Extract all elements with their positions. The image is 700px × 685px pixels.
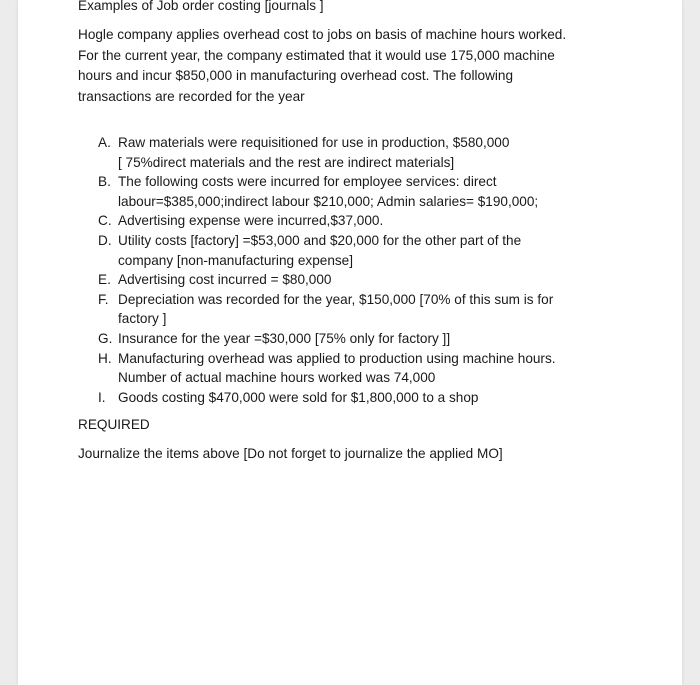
list-marker: B. (98, 174, 111, 190)
list-item-line: Advertising expense were incurred,$37,000. (118, 213, 384, 229)
list-marker: F. (98, 291, 109, 307)
intro-line: transactions are recorded for the year (78, 88, 305, 104)
list-marker: E. (98, 272, 111, 288)
list-item-a (98, 133, 598, 172)
list-marker: I. (98, 389, 106, 405)
list-item-line: Manufacturing overhead was applied to production using machine hours. (118, 350, 556, 366)
document-title: Examples of Job order costing [journals ] (78, 0, 324, 13)
intro-line: For the current year, the company estimated that it would use 175,000 machine (78, 47, 555, 63)
list-marker: G. (98, 330, 113, 346)
list-item-line: Insurance for the year =$30,000 [75% only for factory ]] (118, 330, 451, 346)
list-marker: D. (98, 232, 112, 248)
list-item-c (98, 211, 598, 231)
list-item-i (98, 388, 598, 408)
list-item-d (98, 231, 598, 270)
list-item-line: Number of actual machine hours worked was 74,000 (118, 370, 436, 386)
list-item-line: [ 75%direct materials and the rest are indirect materials] (118, 154, 455, 170)
list-item-b (98, 172, 598, 211)
intro-paragraph (78, 25, 598, 107)
list-marker: H. (98, 350, 112, 366)
required-heading: REQUIRED (78, 417, 150, 432)
list-item-line: Utility costs [factory] =$53,000 and $20,000 for the other part of the (118, 232, 522, 248)
list-item-line: labour=$385,000;indirect labour $210,000; Admin salaries= $190,000; (118, 193, 539, 209)
list-item-line: The following costs were incurred for employee services: direct (118, 174, 497, 190)
list-marker: C. (98, 213, 112, 229)
list-item-line: Advertising cost incurred = $80,000 (118, 272, 332, 288)
list-item-line: Raw materials were requisitioned for use in production, $580,000 (118, 135, 510, 150)
list-item-line: Depreciation was recorded for the year, $150,000 [70% of this sum is for (118, 291, 554, 307)
instruction-text: Journalize the items above [Do not forget to journalize the applied MO] (78, 446, 503, 461)
list-item-line: factory ] (118, 311, 167, 327)
list-item-g (98, 329, 598, 349)
list-item-e (98, 270, 598, 290)
list-item-line: company [non-manufacturing expense] (118, 252, 354, 268)
transaction-list (98, 133, 598, 407)
list-marker: A. (98, 135, 111, 150)
list-item-h (98, 349, 598, 388)
intro-line: Hogle company applies overhead cost to jobs on basis of machine hours worked. (78, 27, 567, 42)
intro-line: hours and incur $850,000 in manufacturing overhead cost. The following (78, 68, 514, 83)
list-item-line: Goods costing $470,000 were sold for $1,800,000 to a shop (118, 389, 479, 405)
list-item-f (98, 290, 598, 329)
